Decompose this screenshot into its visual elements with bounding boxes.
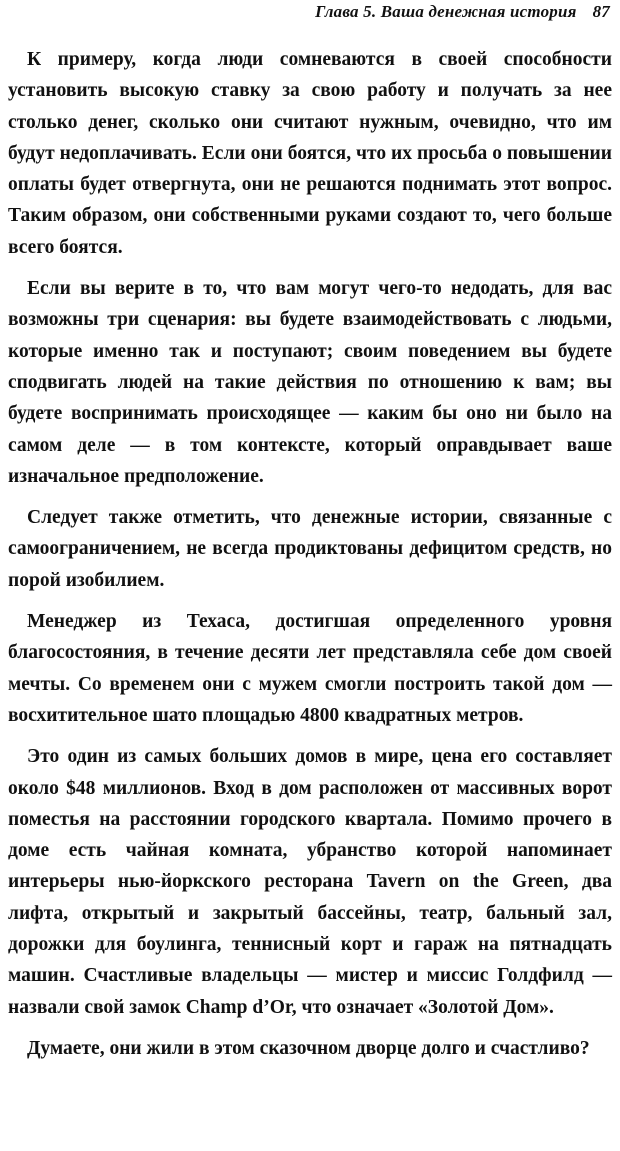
- body-text: [8, 44, 612, 1064]
- paragraph-5: Это один из самых больших домов в мире, цена его составляет около $48 миллионов. Вход в дом расположен от массивных ворот поместья на расстоянии городского квартала. Помимо прочего в доме есть чайная комната, убранство которой напоминает интерьеры нью-йоркского ресторана Tavern on the Green, два лифта, открытый и закрытый бассейны, театр, бальный зал, дорожки для боулинга, теннисный корт и гараж на пятнадцать машин. Счастливые владельцы — мистер и миссис Голдфилд — назвали свой замок Champ d’Or, что означает «Золотой Дом».: [8, 746, 612, 1018]
- page-number: 87: [592, 2, 610, 21]
- paragraph-2: Если вы верите в то, что вам могут чего-то недодать, для вас возможны три сценария: вы будете взаимодействовать с людьми, которые именно так и поступают; своим поведением вы будете сподвигать людей на такие действия по отношению к вам; вы будете воспринимать происходящее — каким бы оно ни было на самом деле — в том контексте, который оправдывает ваше изначальное предположение.: [8, 278, 612, 487]
- paragraph-3: Следует также отметить, что денежные истории, связанные с самоограничением, не всегда продиктованы дефицитом средств, но порой изобилием.: [8, 507, 612, 591]
- chapter-title: Глава 5. Ваша денежная история: [315, 2, 577, 21]
- running-head: [315, 2, 610, 22]
- paragraph-4: Менеджер из Техаса, достигшая определенного уровня благосостояния, в течение десяти лет представляла себе дом своей мечты. Со временем они с мужем смогли построить такой дом — восхитительное шато площадью 4800 квадратных метров.: [8, 611, 612, 726]
- paragraph-6: Думаете, они жили в этом сказочном дворце долго и счастливо?: [27, 1037, 590, 1059]
- paragraph-1: К примеру, когда люди сомневаются в своей способности установить высокую ставку за свою работу и получать за нее столько денег, сколько они считают нужным, очевидно, что им будут недоплачивать. Если они боятся, что их просьба о повышении оплаты будет отвергнута, они не решаются поднимать этот вопрос. Таким образом, они собственными руками создают то, чего больше всего боятся.: [8, 49, 612, 258]
